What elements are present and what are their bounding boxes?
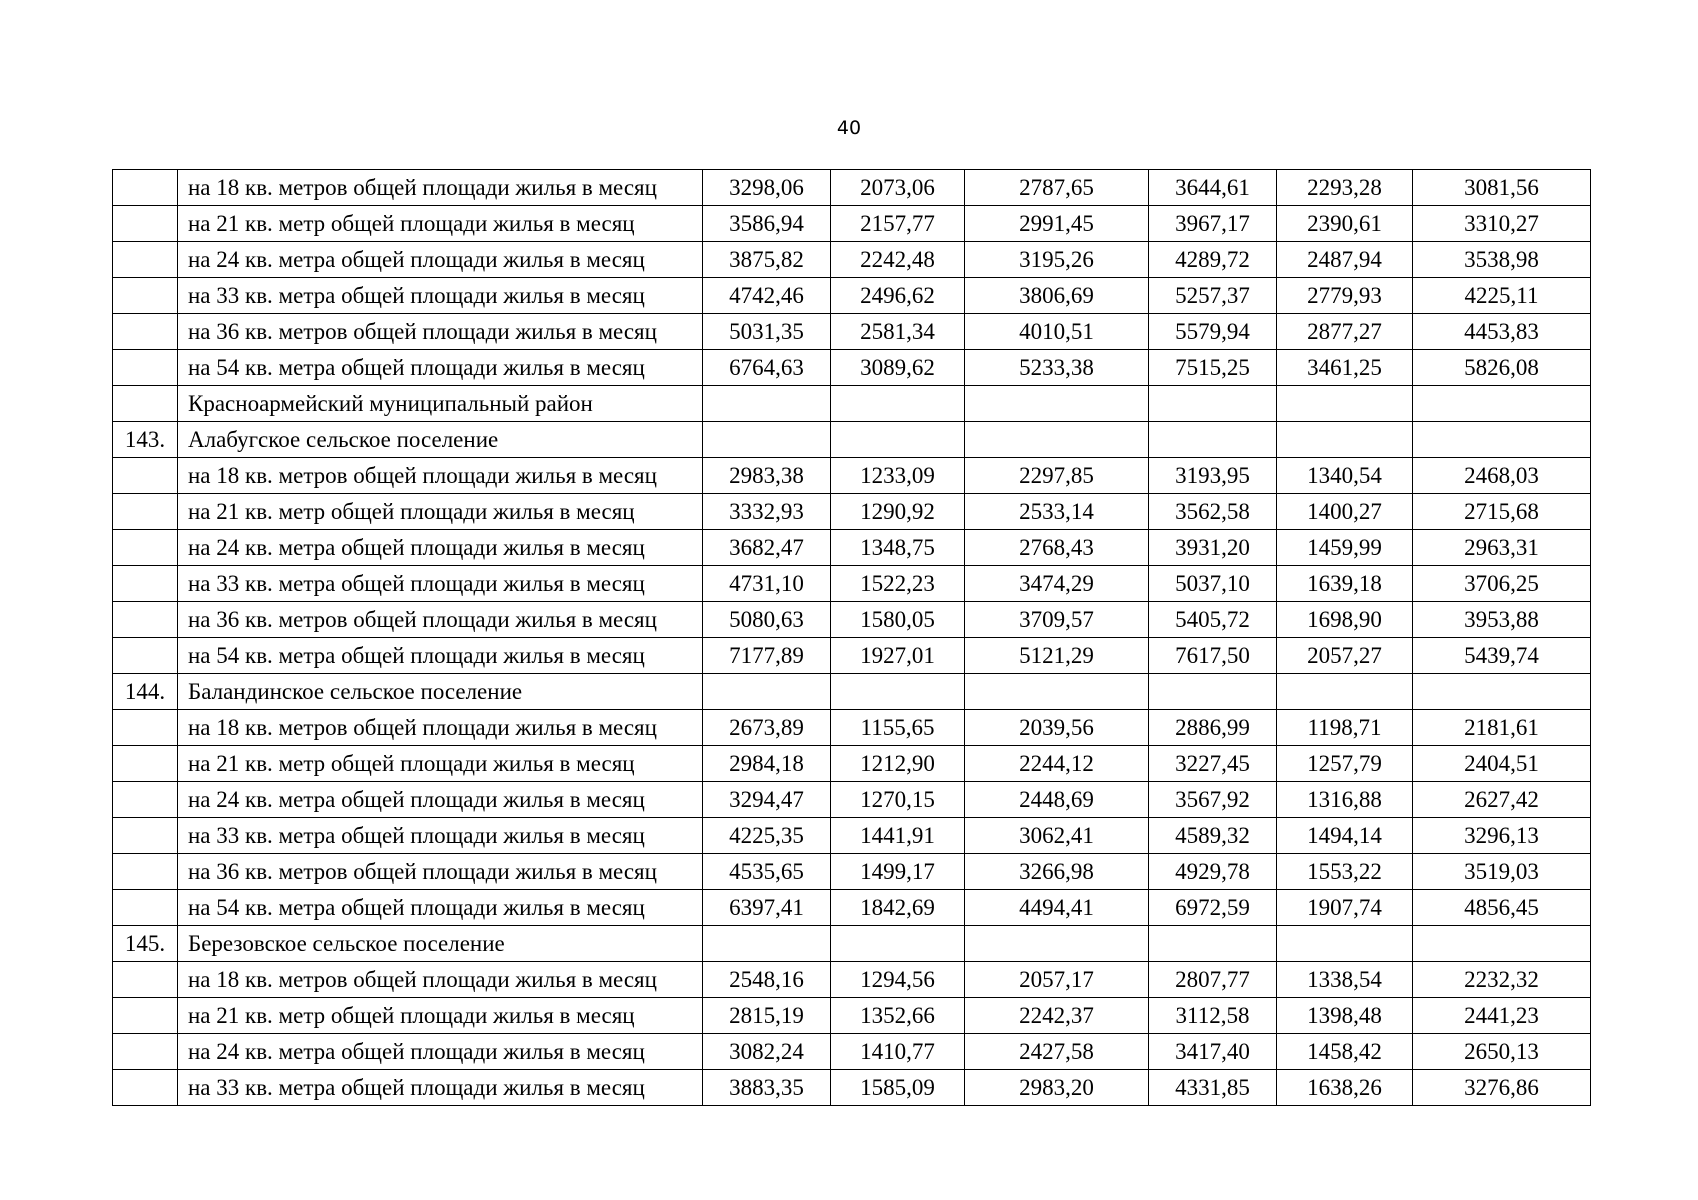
value-cell-3: 5233,38 bbox=[965, 350, 1149, 386]
value-cell-5: 2779,93 bbox=[1277, 278, 1413, 314]
value-cell-1: 4742,46 bbox=[703, 278, 831, 314]
value-cell-2: 1410,77 bbox=[831, 1034, 965, 1070]
row-name-cell: на 21 кв. метр общей площади жилья в месяц bbox=[178, 998, 703, 1034]
value-cell-2: 1441,91 bbox=[831, 818, 965, 854]
value-cell-1 bbox=[703, 674, 831, 710]
value-cell-4: 4289,72 bbox=[1149, 242, 1277, 278]
tariff-table bbox=[112, 169, 1591, 1106]
value-cell-5: 2390,61 bbox=[1277, 206, 1413, 242]
table-row bbox=[113, 962, 1591, 998]
value-cell-4: 3112,58 bbox=[1149, 998, 1277, 1034]
value-cell-5 bbox=[1277, 926, 1413, 962]
value-cell-3: 3266,98 bbox=[965, 854, 1149, 890]
value-cell-1: 3682,47 bbox=[703, 530, 831, 566]
table-row bbox=[113, 638, 1591, 674]
table-row bbox=[113, 422, 1591, 458]
value-cell-3: 5121,29 bbox=[965, 638, 1149, 674]
table-row bbox=[113, 782, 1591, 818]
value-cell-6: 3310,27 bbox=[1413, 206, 1591, 242]
value-cell-4: 3644,61 bbox=[1149, 170, 1277, 206]
value-cell-5: 1198,71 bbox=[1277, 710, 1413, 746]
value-cell-2 bbox=[831, 926, 965, 962]
row-number-cell: 143. bbox=[113, 422, 178, 458]
row-number-cell bbox=[113, 854, 178, 890]
value-cell-6: 4453,83 bbox=[1413, 314, 1591, 350]
value-cell-4: 5037,10 bbox=[1149, 566, 1277, 602]
table-row bbox=[113, 566, 1591, 602]
row-name-cell: Баландинское сельское поселение bbox=[178, 674, 703, 710]
row-number-cell bbox=[113, 206, 178, 242]
value-cell-1: 2983,38 bbox=[703, 458, 831, 494]
value-cell-3: 2448,69 bbox=[965, 782, 1149, 818]
table-row bbox=[113, 854, 1591, 890]
value-cell-2: 2073,06 bbox=[831, 170, 965, 206]
value-cell-2: 1212,90 bbox=[831, 746, 965, 782]
value-cell-4 bbox=[1149, 674, 1277, 710]
row-number-cell bbox=[113, 530, 178, 566]
value-cell-6 bbox=[1413, 386, 1591, 422]
row-name-cell: на 36 кв. метров общей площади жилья в месяц bbox=[178, 854, 703, 890]
value-cell-2: 1294,56 bbox=[831, 962, 965, 998]
value-cell-3 bbox=[965, 386, 1149, 422]
value-cell-3: 2244,12 bbox=[965, 746, 1149, 782]
value-cell-2 bbox=[831, 386, 965, 422]
value-cell-3: 4010,51 bbox=[965, 314, 1149, 350]
value-cell-4: 4331,85 bbox=[1149, 1070, 1277, 1106]
row-name-cell: Алабугское сельское поселение bbox=[178, 422, 703, 458]
value-cell-1: 3082,24 bbox=[703, 1034, 831, 1070]
table-row bbox=[113, 818, 1591, 854]
row-number-cell bbox=[113, 602, 178, 638]
value-cell-1: 3332,93 bbox=[703, 494, 831, 530]
row-name-cell: на 54 кв. метра общей площади жилья в месяц bbox=[178, 890, 703, 926]
value-cell-6: 3538,98 bbox=[1413, 242, 1591, 278]
row-name-cell: Красноармейский муниципальный район bbox=[178, 386, 703, 422]
value-cell-2 bbox=[831, 674, 965, 710]
value-cell-4 bbox=[1149, 422, 1277, 458]
value-cell-6 bbox=[1413, 926, 1591, 962]
row-number-cell bbox=[113, 998, 178, 1034]
value-cell-2: 1842,69 bbox=[831, 890, 965, 926]
value-cell-2: 1522,23 bbox=[831, 566, 965, 602]
value-cell-2: 1585,09 bbox=[831, 1070, 965, 1106]
row-number-cell bbox=[113, 710, 178, 746]
value-cell-5: 1316,88 bbox=[1277, 782, 1413, 818]
table-row bbox=[113, 674, 1591, 710]
value-cell-3: 2427,58 bbox=[965, 1034, 1149, 1070]
value-cell-5: 2057,27 bbox=[1277, 638, 1413, 674]
value-cell-1: 3883,35 bbox=[703, 1070, 831, 1106]
value-cell-4: 5579,94 bbox=[1149, 314, 1277, 350]
row-name-cell: на 33 кв. метра общей площади жилья в месяц bbox=[178, 566, 703, 602]
value-cell-1: 3298,06 bbox=[703, 170, 831, 206]
value-cell-6: 4225,11 bbox=[1413, 278, 1591, 314]
value-cell-3: 2039,56 bbox=[965, 710, 1149, 746]
row-number-cell bbox=[113, 638, 178, 674]
value-cell-5: 1458,42 bbox=[1277, 1034, 1413, 1070]
value-cell-5: 1257,79 bbox=[1277, 746, 1413, 782]
table-row bbox=[113, 998, 1591, 1034]
row-name-cell: на 33 кв. метра общей площади жилья в месяц bbox=[178, 278, 703, 314]
value-cell-1: 6764,63 bbox=[703, 350, 831, 386]
value-cell-4: 3567,92 bbox=[1149, 782, 1277, 818]
value-cell-4 bbox=[1149, 926, 1277, 962]
value-cell-6: 3276,86 bbox=[1413, 1070, 1591, 1106]
row-number-cell bbox=[113, 818, 178, 854]
value-cell-1: 6397,41 bbox=[703, 890, 831, 926]
value-cell-1: 3875,82 bbox=[703, 242, 831, 278]
value-cell-2: 1270,15 bbox=[831, 782, 965, 818]
value-cell-1 bbox=[703, 386, 831, 422]
table-row bbox=[113, 746, 1591, 782]
value-cell-6: 5826,08 bbox=[1413, 350, 1591, 386]
row-name-cell: на 18 кв. метров общей площади жилья в месяц bbox=[178, 710, 703, 746]
value-cell-4: 3967,17 bbox=[1149, 206, 1277, 242]
value-cell-3: 2983,20 bbox=[965, 1070, 1149, 1106]
table-row bbox=[113, 530, 1591, 566]
value-cell-1: 5080,63 bbox=[703, 602, 831, 638]
value-cell-2: 2157,77 bbox=[831, 206, 965, 242]
table-row bbox=[113, 350, 1591, 386]
table-row bbox=[113, 494, 1591, 530]
value-cell-6: 2963,31 bbox=[1413, 530, 1591, 566]
value-cell-1: 5031,35 bbox=[703, 314, 831, 350]
row-number-cell bbox=[113, 494, 178, 530]
value-cell-4: 2807,77 bbox=[1149, 962, 1277, 998]
value-cell-6: 2232,32 bbox=[1413, 962, 1591, 998]
value-cell-3: 3062,41 bbox=[965, 818, 1149, 854]
value-cell-6 bbox=[1413, 422, 1591, 458]
value-cell-6: 2441,23 bbox=[1413, 998, 1591, 1034]
row-number-cell bbox=[113, 890, 178, 926]
row-name-cell: на 24 кв. метра общей площади жилья в месяц bbox=[178, 242, 703, 278]
value-cell-4 bbox=[1149, 386, 1277, 422]
row-number-cell bbox=[113, 458, 178, 494]
value-cell-6: 2181,61 bbox=[1413, 710, 1591, 746]
value-cell-6: 3706,25 bbox=[1413, 566, 1591, 602]
row-number-cell bbox=[113, 278, 178, 314]
row-number-cell bbox=[113, 170, 178, 206]
value-cell-3: 2768,43 bbox=[965, 530, 1149, 566]
value-cell-5: 1338,54 bbox=[1277, 962, 1413, 998]
table-row bbox=[113, 278, 1591, 314]
value-cell-2: 1580,05 bbox=[831, 602, 965, 638]
value-cell-5: 1698,90 bbox=[1277, 602, 1413, 638]
value-cell-4: 7515,25 bbox=[1149, 350, 1277, 386]
value-cell-5: 1907,74 bbox=[1277, 890, 1413, 926]
value-cell-4: 3562,58 bbox=[1149, 494, 1277, 530]
value-cell-3: 4494,41 bbox=[965, 890, 1149, 926]
value-cell-4: 2886,99 bbox=[1149, 710, 1277, 746]
row-name-cell: на 24 кв. метра общей площади жилья в месяц bbox=[178, 782, 703, 818]
value-cell-4: 3417,40 bbox=[1149, 1034, 1277, 1070]
value-cell-1: 2984,18 bbox=[703, 746, 831, 782]
value-cell-5: 1398,48 bbox=[1277, 998, 1413, 1034]
row-number-cell bbox=[113, 962, 178, 998]
value-cell-3: 3474,29 bbox=[965, 566, 1149, 602]
value-cell-4: 6972,59 bbox=[1149, 890, 1277, 926]
row-number-cell bbox=[113, 242, 178, 278]
value-cell-5: 1494,14 bbox=[1277, 818, 1413, 854]
value-cell-3: 2242,37 bbox=[965, 998, 1149, 1034]
row-number-cell bbox=[113, 566, 178, 602]
row-number-cell bbox=[113, 1034, 178, 1070]
value-cell-5: 1459,99 bbox=[1277, 530, 1413, 566]
value-cell-3: 3806,69 bbox=[965, 278, 1149, 314]
value-cell-2: 1927,01 bbox=[831, 638, 965, 674]
row-name-cell: на 33 кв. метра общей площади жилья в месяц bbox=[178, 818, 703, 854]
value-cell-6: 2404,51 bbox=[1413, 746, 1591, 782]
value-cell-4: 5257,37 bbox=[1149, 278, 1277, 314]
value-cell-1: 3294,47 bbox=[703, 782, 831, 818]
value-cell-4: 4929,78 bbox=[1149, 854, 1277, 890]
value-cell-1: 7177,89 bbox=[703, 638, 831, 674]
value-cell-5: 1340,54 bbox=[1277, 458, 1413, 494]
value-cell-6: 3953,88 bbox=[1413, 602, 1591, 638]
value-cell-2: 1155,65 bbox=[831, 710, 965, 746]
row-number-cell bbox=[113, 746, 178, 782]
row-name-cell: на 24 кв. метра общей площади жилья в месяц bbox=[178, 530, 703, 566]
table-row bbox=[113, 206, 1591, 242]
value-cell-6: 4856,45 bbox=[1413, 890, 1591, 926]
row-number-cell: 145. bbox=[113, 926, 178, 962]
row-name-cell: на 18 кв. метров общей площади жилья в месяц bbox=[178, 170, 703, 206]
value-cell-4: 4589,32 bbox=[1149, 818, 1277, 854]
value-cell-6 bbox=[1413, 674, 1591, 710]
value-cell-2: 3089,62 bbox=[831, 350, 965, 386]
value-cell-2: 1233,09 bbox=[831, 458, 965, 494]
value-cell-5: 2293,28 bbox=[1277, 170, 1413, 206]
value-cell-2: 1352,66 bbox=[831, 998, 965, 1034]
value-cell-2 bbox=[831, 422, 965, 458]
value-cell-5: 1553,22 bbox=[1277, 854, 1413, 890]
value-cell-1: 3586,94 bbox=[703, 206, 831, 242]
row-name-cell: на 21 кв. метр общей площади жилья в месяц bbox=[178, 206, 703, 242]
row-name-cell: на 21 кв. метр общей площади жилья в месяц bbox=[178, 746, 703, 782]
value-cell-3: 3195,26 bbox=[965, 242, 1149, 278]
row-name-cell: на 21 кв. метр общей площади жилья в месяц bbox=[178, 494, 703, 530]
value-cell-2: 2242,48 bbox=[831, 242, 965, 278]
value-cell-3 bbox=[965, 422, 1149, 458]
value-cell-5: 2487,94 bbox=[1277, 242, 1413, 278]
value-cell-5: 2877,27 bbox=[1277, 314, 1413, 350]
value-cell-4: 3227,45 bbox=[1149, 746, 1277, 782]
value-cell-6: 2650,13 bbox=[1413, 1034, 1591, 1070]
value-cell-5 bbox=[1277, 422, 1413, 458]
value-cell-1 bbox=[703, 422, 831, 458]
value-cell-1 bbox=[703, 926, 831, 962]
value-cell-3: 3709,57 bbox=[965, 602, 1149, 638]
value-cell-3 bbox=[965, 926, 1149, 962]
value-cell-1: 4535,65 bbox=[703, 854, 831, 890]
value-cell-3: 2533,14 bbox=[965, 494, 1149, 530]
value-cell-3: 2057,17 bbox=[965, 962, 1149, 998]
value-cell-5 bbox=[1277, 386, 1413, 422]
value-cell-3: 2787,65 bbox=[965, 170, 1149, 206]
value-cell-4: 5405,72 bbox=[1149, 602, 1277, 638]
table-row bbox=[113, 926, 1591, 962]
table-row bbox=[113, 602, 1591, 638]
row-name-cell: на 36 кв. метров общей площади жилья в месяц bbox=[178, 602, 703, 638]
table-body bbox=[113, 170, 1591, 1106]
value-cell-1: 4225,35 bbox=[703, 818, 831, 854]
value-cell-6: 3296,13 bbox=[1413, 818, 1591, 854]
value-cell-4: 7617,50 bbox=[1149, 638, 1277, 674]
value-cell-2: 1290,92 bbox=[831, 494, 965, 530]
row-number-cell bbox=[113, 314, 178, 350]
row-name-cell: на 33 кв. метра общей площади жилья в месяц bbox=[178, 1070, 703, 1106]
table-row bbox=[113, 314, 1591, 350]
value-cell-2: 2496,62 bbox=[831, 278, 965, 314]
value-cell-1: 2548,16 bbox=[703, 962, 831, 998]
value-cell-6: 3519,03 bbox=[1413, 854, 1591, 890]
value-cell-6: 2468,03 bbox=[1413, 458, 1591, 494]
page-number: 40 bbox=[836, 117, 862, 139]
value-cell-6: 2627,42 bbox=[1413, 782, 1591, 818]
table-row bbox=[113, 710, 1591, 746]
value-cell-6: 2715,68 bbox=[1413, 494, 1591, 530]
table-row bbox=[113, 386, 1591, 422]
value-cell-5: 3461,25 bbox=[1277, 350, 1413, 386]
row-name-cell: на 54 кв. метра общей площади жилья в месяц bbox=[178, 638, 703, 674]
value-cell-1: 2673,89 bbox=[703, 710, 831, 746]
row-name-cell: на 36 кв. метров общей площади жилья в месяц bbox=[178, 314, 703, 350]
value-cell-3: 2991,45 bbox=[965, 206, 1149, 242]
value-cell-5: 1638,26 bbox=[1277, 1070, 1413, 1106]
row-name-cell: на 18 кв. метров общей площади жилья в месяц bbox=[178, 458, 703, 494]
value-cell-6: 5439,74 bbox=[1413, 638, 1591, 674]
row-number-cell bbox=[113, 350, 178, 386]
table-row bbox=[113, 1034, 1591, 1070]
value-cell-5 bbox=[1277, 674, 1413, 710]
value-cell-4: 3931,20 bbox=[1149, 530, 1277, 566]
row-number-cell bbox=[113, 1070, 178, 1106]
value-cell-3 bbox=[965, 674, 1149, 710]
row-name-cell: на 54 кв. метра общей площади жилья в месяц bbox=[178, 350, 703, 386]
value-cell-2: 1499,17 bbox=[831, 854, 965, 890]
value-cell-1: 2815,19 bbox=[703, 998, 831, 1034]
value-cell-3: 2297,85 bbox=[965, 458, 1149, 494]
value-cell-2: 1348,75 bbox=[831, 530, 965, 566]
table-row bbox=[113, 1070, 1591, 1106]
value-cell-2: 2581,34 bbox=[831, 314, 965, 350]
row-name-cell: на 24 кв. метра общей площади жилья в месяц bbox=[178, 1034, 703, 1070]
table-row bbox=[113, 458, 1591, 494]
value-cell-1: 4731,10 bbox=[703, 566, 831, 602]
value-cell-5: 1639,18 bbox=[1277, 566, 1413, 602]
row-number-cell bbox=[113, 782, 178, 818]
value-cell-6: 3081,56 bbox=[1413, 170, 1591, 206]
row-number-cell bbox=[113, 386, 178, 422]
row-name-cell: на 18 кв. метров общей площади жилья в месяц bbox=[178, 962, 703, 998]
table-row bbox=[113, 170, 1591, 206]
row-name-cell: Березовское сельское поселение bbox=[178, 926, 703, 962]
value-cell-4: 3193,95 bbox=[1149, 458, 1277, 494]
table-row bbox=[113, 242, 1591, 278]
table-row bbox=[113, 890, 1591, 926]
value-cell-5: 1400,27 bbox=[1277, 494, 1413, 530]
row-number-cell: 144. bbox=[113, 674, 178, 710]
